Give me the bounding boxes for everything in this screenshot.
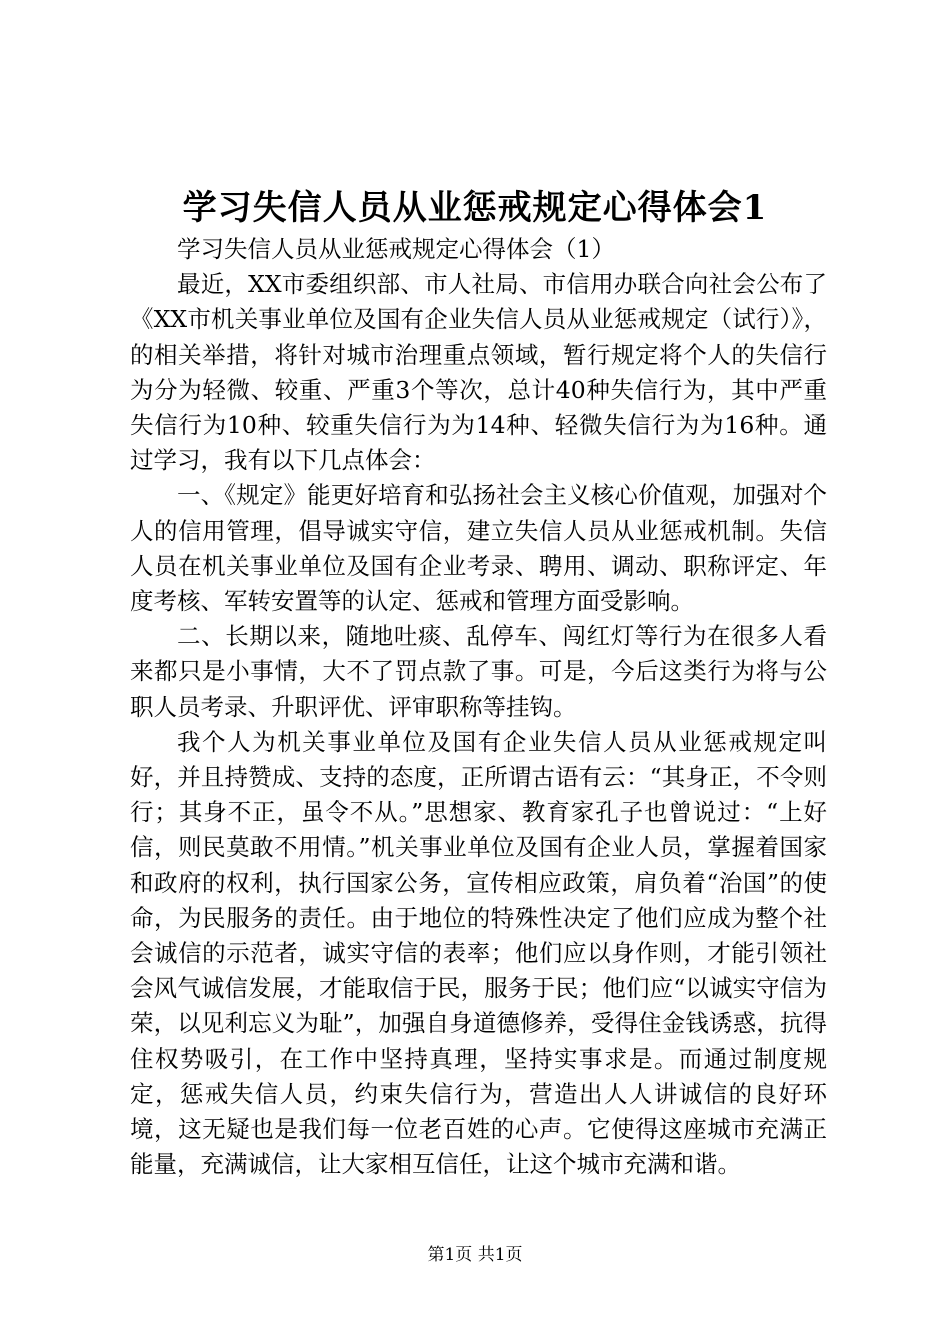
document-title: 学习失信人员从业惩戒规定心得体会1 bbox=[182, 188, 768, 228]
paragraph-point-two: 二、长期以来，随地吐痰、乱停车、闯红灯等行为在很多人看来都只是小事情，大不了罚点款了事。可是，今后这类行为将与公职人员考录、升职评优、评审职称等挂钩。 bbox=[130, 622, 827, 721]
document-subtitle: 学习失信人员从业惩戒规定心得体会（1） bbox=[177, 235, 615, 263]
paragraph-point-one: 一、《规定》能更好培育和弘扬社会主义核心价值观，加强对个人的信用管理，倡导诚实守信，建立失信人员从业惩戒机制。失信人员在机关事业单位及国有企业考录、聘用、调动、职称评定、年度考核、军转安置等的认定、惩戒和管理方面受影响。 bbox=[130, 481, 827, 616]
paragraph-intro: 最近，XX市委组织部、市人社局、市信用办联合向社会公布了《XX市机关事业单位及国有企业失信人员从业惩戒规定（试行）》，的相关举措，将针对城市治理重点领域，暂行规定将个人的失信行为分为轻微、较重、严重3个等次，总计40种失信行为，其中严重失信行为10种、较重失信行为为14种、轻微失信行为为16种。通过学习，我有以下几点体会： bbox=[130, 270, 827, 475]
paragraph-opinion: 我个人为机关事业单位及国有企业失信人员从业惩戒规定叫好，并且持赞成、支持的态度，正所谓古语有云：“其身正，不令则行；其身不正，虽令不从。”思想家、教育家孔子也曾说过：“上好信，则民莫敢不用情。”机关事业单位及国有企业人员，掌握着国家和政府的权利，执行国家公务，宣传相应政策，肩负着“治国”的使命，为民服务的责任。由于地位的特殊性决定了他们应成为整个社会诚信的示范者，诚实守信的表率；他们应以身作则，才能引领社会风气诚信发展，才能取信于民，服务于民；他们应“以诚实守信为荣，以见利忘义为耻”，加强自身道德修养，受得住金钱诱惑，抗得住权势吸引，在工作中坚持真理，坚持实事求是。而通过制度规定，惩戒失信人员，约束失信行为，营造出人人讲诚信的良好环境，这无疑也是我们每一位老百姓的心声。它使得这座城市充满正能量，充满诚信，让大家相互信任，让这个城市充满和谐。 bbox=[130, 727, 827, 1179]
page-footer: 第1页 共1页 bbox=[427, 1245, 523, 1265]
document-body bbox=[130, 232, 827, 1182]
